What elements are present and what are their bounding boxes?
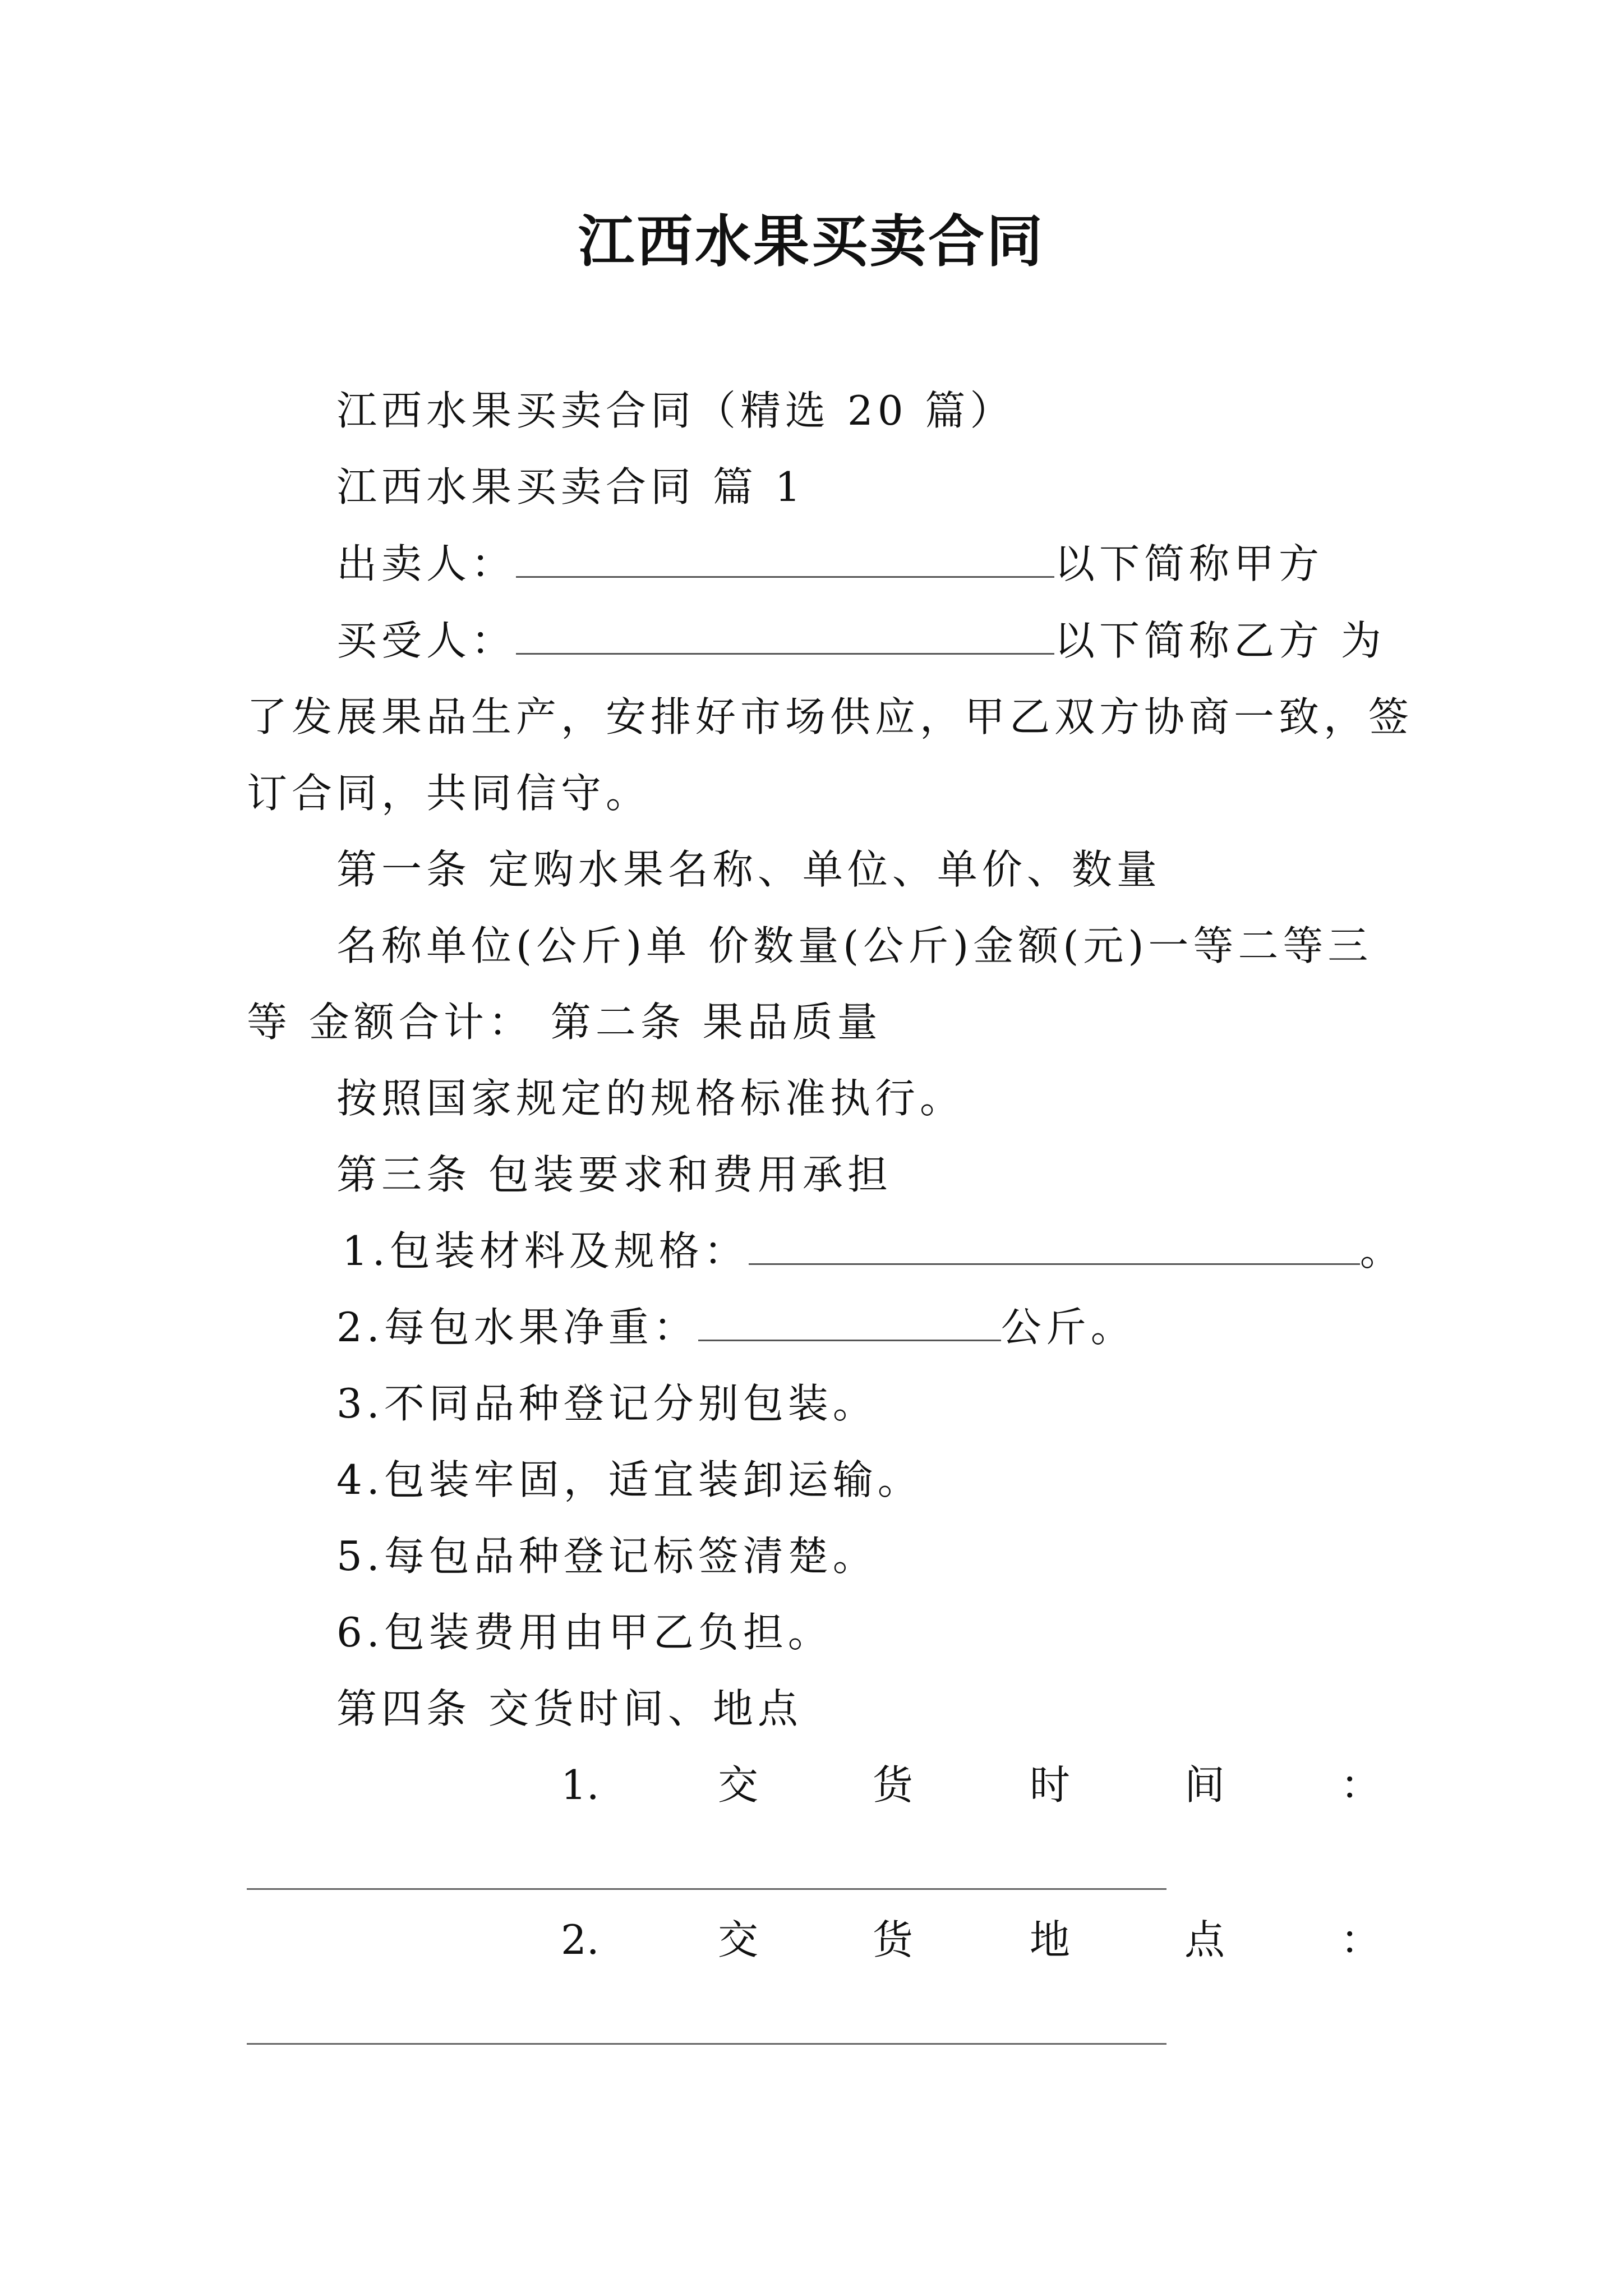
buyer-line bbox=[336, 613, 1386, 669]
delivery-time-char-4: 间 bbox=[1184, 1761, 1225, 1809]
seller-label: 出卖人： bbox=[336, 540, 517, 587]
delivery-time-colon: ： bbox=[1340, 1761, 1381, 1809]
delivery-time-char-1: 交 bbox=[718, 1761, 759, 1809]
packaging-item-2 bbox=[336, 1299, 1136, 1355]
article-4-title: 第四条 交货时间、地点 bbox=[336, 1685, 803, 1732]
delivery-place-colon: ： bbox=[1340, 1916, 1381, 1963]
buyer-label: 买受人： bbox=[336, 617, 517, 664]
seller-blank bbox=[516, 537, 1054, 578]
article-2-text: 按照国家规定的规格标准执行。 bbox=[336, 1075, 965, 1122]
article-1-title: 第一条 定购水果名称、单位、单价、数量 bbox=[336, 846, 1161, 893]
buyer-suffix: 以下简称乙方 为 bbox=[1054, 617, 1386, 664]
delivery-time-num: 1. bbox=[561, 1761, 600, 1809]
preamble-line-2: 订合同，共同信守。 bbox=[247, 770, 651, 817]
document-title: 江西水果买卖合同 bbox=[578, 208, 1045, 274]
delivery-time-blank bbox=[247, 1888, 1166, 1890]
packaging-item-1-label: 1.包装材料及规格： bbox=[342, 1227, 749, 1274]
packaging-item-1 bbox=[342, 1223, 1405, 1279]
delivery-place-char-3: 地 bbox=[1030, 1916, 1071, 1963]
chapter-heading: 江西水果买卖合同 篇 1 bbox=[336, 463, 805, 510]
preamble-line-1: 了发展果品生产，安排好市场供应，甲乙双方协商一致，签 bbox=[247, 693, 1414, 740]
delivery-place-char-1: 交 bbox=[718, 1916, 759, 1963]
packaging-material-blank bbox=[749, 1224, 1360, 1265]
article-1-line-2: 等 金额合计： 第二条 果品质量 bbox=[247, 999, 882, 1046]
delivery-place-char-2: 货 bbox=[873, 1916, 914, 1963]
packaging-item-6: 6.包装费用由甲乙负担。 bbox=[336, 1609, 833, 1656]
packaging-item-2-label: 2.每包水果净重： bbox=[336, 1304, 698, 1351]
seller-suffix: 以下简称甲方 bbox=[1054, 540, 1324, 587]
packaging-item-2-suffix: 公斤。 bbox=[1000, 1304, 1136, 1351]
delivery-place-num: 2. bbox=[561, 1916, 600, 1963]
packaging-item-4: 4.包装牢固，适宜装卸运输。 bbox=[336, 1456, 923, 1503]
packaging-item-3: 3.不同品种登记分别包装。 bbox=[336, 1380, 878, 1427]
delivery-time-char-3: 时 bbox=[1030, 1761, 1071, 1809]
net-weight-blank bbox=[698, 1300, 1001, 1341]
delivery-place-char-4: 点 bbox=[1184, 1916, 1225, 1963]
delivery-time-char-2: 货 bbox=[873, 1761, 914, 1809]
packaging-item-5: 5.每包品种登记标签清楚。 bbox=[336, 1533, 878, 1580]
subtitle: 江西水果买卖合同（精选 20 篇） bbox=[336, 387, 1015, 434]
packaging-item-1-end: 。 bbox=[1359, 1227, 1405, 1274]
delivery-place-blank bbox=[247, 2043, 1166, 2045]
seller-line bbox=[336, 536, 1324, 592]
article-3-title: 第三条 包装要求和费用承担 bbox=[336, 1151, 892, 1198]
article-1-line-1: 名称单位(公斤)单 价数量(公斤)金额(元)一等二等三 bbox=[336, 922, 1373, 969]
buyer-blank bbox=[516, 614, 1054, 655]
